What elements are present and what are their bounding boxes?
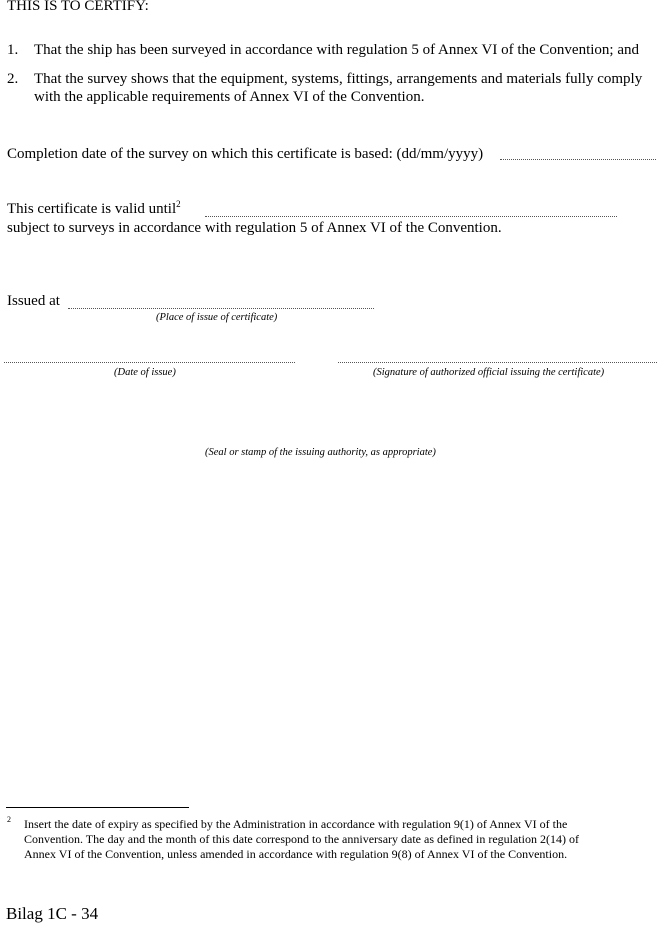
footnote-marker: 2 [7, 815, 11, 824]
signature-caption: (Signature of authorized official issuing the certificate) [373, 367, 605, 378]
place-of-issue-field[interactable] [68, 308, 374, 309]
item-1-text: That the ship has been surveyed in accordance with regulation 5 of Annex VI of the Convention; and [34, 42, 639, 58]
subject-to-surveys-text: subject to surveys in accordance with regulation 5 of Annex VI of the Convention. [7, 220, 502, 236]
date-of-issue-caption: (Date of issue) [114, 367, 176, 378]
item-2-text-line2: with the applicable requirements of Annex VI of the Convention. [34, 89, 425, 105]
issued-at-label: Issued at [7, 293, 60, 309]
footnote-line2: Convention. The day and the month of this date correspond to the anniversary date as defined in regulation 2(14) of [24, 832, 579, 846]
page-label: Bilag 1C - 34 [6, 904, 99, 923]
footnote-line1: Insert the date of expiry as specified by the Administration in accordance with regulation 9(1) of Annex VI of the [24, 817, 568, 831]
valid-until-label [7, 200, 181, 218]
place-of-issue-caption: (Place of issue of certificate) [156, 312, 278, 323]
footnote-line3: Annex VI of the Convention, unless amended in accordance with regulation 9(8) of Annex VI of the Convention. [24, 847, 568, 861]
valid-until-field[interactable] [205, 216, 617, 217]
date-of-issue-field[interactable] [4, 362, 295, 363]
completion-date-label: Completion date of the survey on which this certificate is based: (dd/mm/yyyy) [7, 146, 484, 162]
item-2-number: 2. [7, 71, 19, 87]
seal-caption: (Seal or stamp of the issuing authority, as appropriate) [205, 447, 436, 458]
certify-heading: THIS IS TO CERTIFY: [7, 0, 149, 14]
completion-date-field[interactable] [500, 159, 656, 160]
signature-field[interactable] [338, 362, 657, 363]
item-2-text-line1: That the survey shows that the equipment, systems, fittings, arrangements and materials fully comply [34, 71, 643, 87]
item-1-number: 1. [7, 42, 19, 58]
valid-until-text: This certificate is valid until [7, 201, 177, 217]
footnote-ref: 2 [176, 199, 181, 209]
footnote-separator [6, 807, 189, 808]
